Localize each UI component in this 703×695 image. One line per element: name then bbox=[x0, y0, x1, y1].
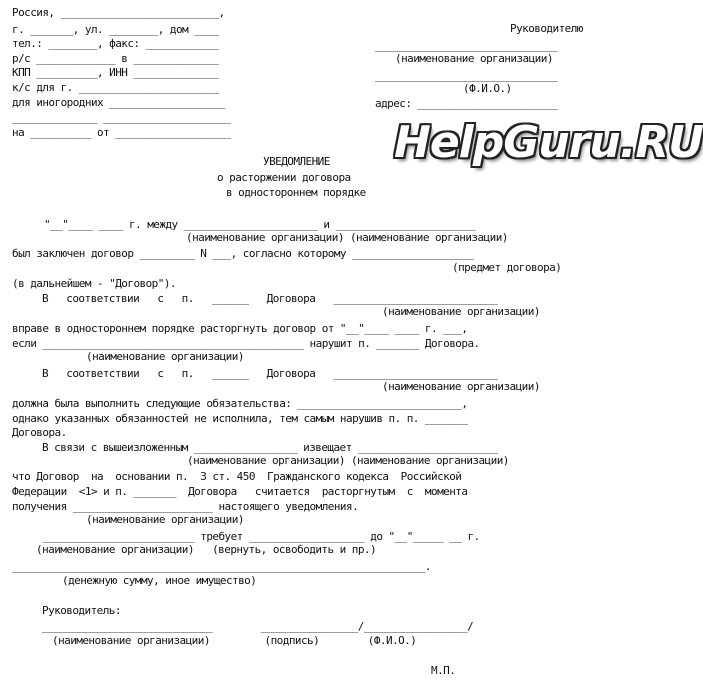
doc-line-l19: "__"____ ____ г. между ______________________ и _______________________ bbox=[44, 218, 476, 231]
doc-line-l08: ______________ _____________________ bbox=[12, 111, 231, 124]
doc-line-l28: (наименование организации) bbox=[86, 350, 244, 363]
doc-line-l10: Руководителю bbox=[510, 22, 583, 35]
doc-line-l27: если ___________________________________________ нарушит п. _______ Договора. bbox=[12, 337, 480, 350]
doc-line-l30: (наименование организации) bbox=[382, 380, 540, 393]
doc-line-l37: Федерации <1> и п. _______ Договора считается расторгнутым с момента bbox=[12, 485, 468, 498]
doc-line-l33: Договора. bbox=[12, 426, 67, 439]
doc-line-l47: М.П. bbox=[431, 664, 456, 677]
doc-line-l15: адрес: _______________________ bbox=[375, 97, 558, 110]
doc-line-l13: ______________________________ bbox=[375, 69, 558, 82]
doc-line-l44: Руководитель: bbox=[42, 604, 121, 617]
doc-line-l06: к/с для г. _______________________ bbox=[12, 81, 219, 94]
doc-line-l32: однако указанных обязанностей не исполнила, тем самым нарушив п. п. _______ bbox=[12, 412, 468, 425]
doc-line-l16: УВЕДОМЛЕНИЕ bbox=[263, 155, 330, 168]
helpguru-watermark-logo: HelpGuru.RU bbox=[394, 117, 703, 168]
doc-line-l39: (наименование организации) bbox=[86, 513, 244, 526]
doc-line-l36: что Договор на основании п. 3 ст. 450 Гражданского кодекса Российской bbox=[12, 470, 462, 483]
doc-line-l23: (в дальнейшем - "Договор"). bbox=[12, 277, 176, 290]
doc-line-l12: (наименование организации) bbox=[395, 52, 553, 65]
doc-line-l29: В соответствии с п. ______ Договора ___________________________ bbox=[42, 367, 498, 380]
doc-line-l18: в одностороннем порядке bbox=[226, 186, 366, 199]
doc-line-l26: вправе в одностороннем порядке расторгнуть договор от "__"____ ____ г. ___, bbox=[12, 322, 468, 335]
doc-line-l04: р/с _____________ в ______________ bbox=[12, 52, 219, 65]
doc-line-l11: ______________________________ bbox=[375, 39, 558, 52]
doc-line-l41: (наименование организации) (вернуть, освободить и пр.) bbox=[36, 543, 377, 556]
doc-line-l09: на __________ от ___________________ bbox=[12, 126, 231, 139]
doc-line-l21: был заключен договор _________ N ___, согласно которому ____________________ bbox=[12, 247, 474, 260]
doc-line-l20: (наименование организации) (наименование организации) bbox=[186, 231, 508, 244]
doc-line-l17: о расторжении договора bbox=[217, 171, 351, 184]
doc-line-l43: (денежную сумму, иное имущество) bbox=[62, 574, 257, 587]
doc-line-l31: должна была выполнить следующие обязательства: ___________________________, bbox=[12, 397, 468, 410]
doc-line-l22: (предмет договора) bbox=[452, 261, 562, 274]
doc-line-l03: тел.: ________, факс: ____________ bbox=[12, 37, 219, 50]
doc-line-l07: для иногородних ___________________ bbox=[12, 96, 225, 109]
doc-line-l01: Россия, __________________________, bbox=[12, 6, 225, 19]
doc-line-l24: В соответствии с п. ______ Договора ___________________________ bbox=[42, 292, 498, 305]
doc-line-l34: В связи с вышеизложенным _________________ извещает _______________________ bbox=[42, 441, 498, 454]
doc-line-l05: КПП __________, ИНН ______________ bbox=[12, 66, 219, 79]
doc-line-l40: _________________________ требует ___________________ до "__"_____ __ г. bbox=[12, 530, 480, 543]
doc-line-l35: (наименование организации) (наименование организации) bbox=[187, 454, 509, 467]
doc-line-l46: (наименование организации) (подпись) (Ф.И.О.) bbox=[52, 634, 417, 647]
doc-line-l45: ____________________________ ________________/_________________/ bbox=[42, 620, 474, 633]
doc-line-l42: ____________________________________________________________________. bbox=[12, 560, 432, 573]
doc-line-l02: г. _______, ул. ________, дом ____ bbox=[12, 23, 219, 36]
doc-line-l38: получения _______________________ настоящего уведомления. bbox=[12, 500, 359, 513]
doc-line-l14: (Ф.И.О.) bbox=[463, 82, 512, 95]
doc-line-l25: (наименование организации) bbox=[382, 305, 540, 318]
